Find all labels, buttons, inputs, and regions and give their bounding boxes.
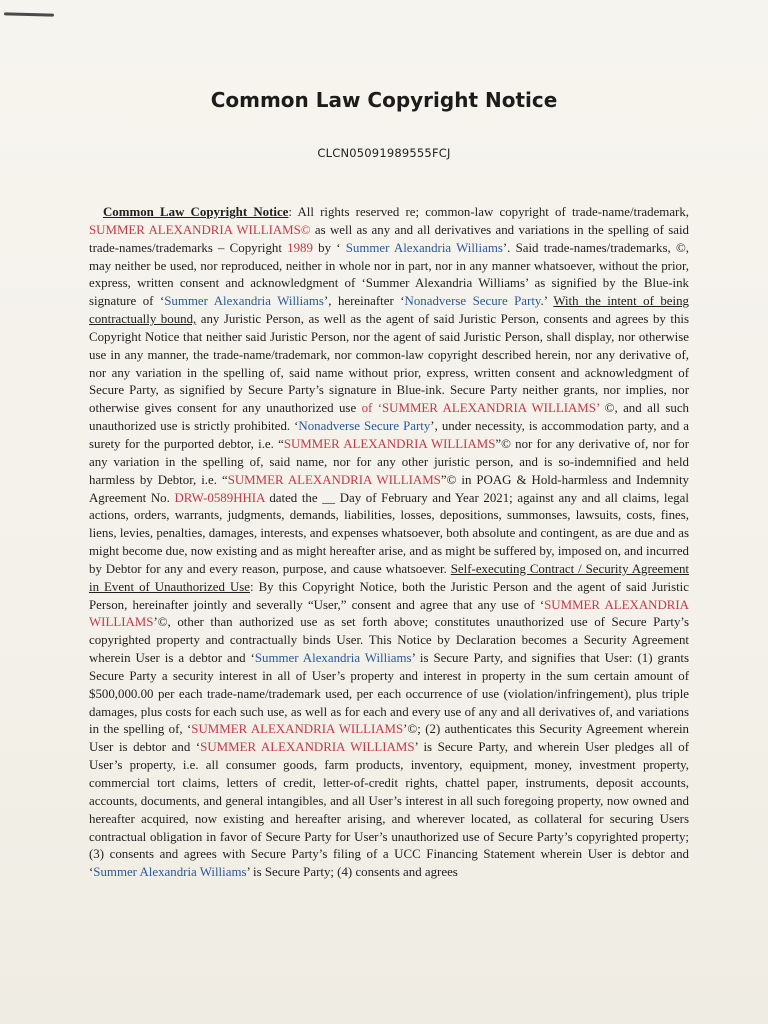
text-segment: ’ is Secure Party, and signifies that User: (1) grants Secure Party a security interest in all of User’s property and interest in property in the sum certain amount of $500,000.00 per each trade-name/trademark used, per each occurrence of use (violation/infringement), plus triple damages, plus costs for each such use, as well as for each and every use of any and all derivatives of, and variations in the spelling of, ‘ [89,651,689,737]
text-segment: .’ [540,294,554,309]
text-segment: 1989 [287,240,313,255]
text-segment: as well as any and all derivatives and variations in the spelling of said trade-names/trademarks – Copyright [89,222,689,255]
text-segment: SUMMER ALEXANDRIA WILLIAMS© [89,222,311,237]
text-segment: ©, and all such unauthorized use is strictly prohibited. ‘ [89,401,689,434]
notice-body [89,204,689,882]
text-segment: ”© nor for any derivative of, nor for any variation in the spelling of, said name, nor for any other juristic person, and is so-indemnified and held harmless by Debtor, i.e. “ [89,436,689,487]
text-segment: Summer Alexandria Williams [93,865,247,880]
pen-mark [4,12,54,16]
notice-paragraph [89,204,689,882]
text-segment: SUMMER ALEXANDRIA WILLIAMS [89,597,689,630]
text-segment: ’. Said trade-names/trademarks, ©, may neither be used, nor reproduced, neither in whole nor in part, nor in any manner whatsoever, without the prior, express, written consent and acknowledgment of ‘Summer Alexandria Williams’ as signified by the Blue-ink signature of ‘ [89,240,689,309]
document-id: CLCN05091989555FCJ [317,146,451,160]
text-segment: ’ is Secure Party, and wherein User pledges all of User’s property, i.e. all consumer goods, farm products, inventory, equipment, money, investment property, commercial tort claims, letters of credit, letter-of-credit rights, chattel paper, instruments, deposit accounts, accounts, documents, and general intangibles, and all User’s interest in all such foregoing property, now owned and hereafter acquired, now existing and hereafter arising, and wherever located, as collateral for securing Users contractual obligation in favor of Secure Party for User’s unauthorized use of Secure Party’s copyrighted property; (3) consents and agrees with Secure Party’s filing of a UCC Financing Statement wherein User is debtor and ‘ [89,740,689,880]
text-segment: dated the __ Day of February and Year 2021; against any and all claims, legal actions, orders, warrants, judgments, demands, liabilities, losses, depositions, summonses, lawsuits, costs, fines, liens, levies, penalties, damages, interests, and expenses whatsoever, both absolute and contingent, as are due and as might become due, now existing and as might hereafter arise, and as might be suffered by, imposed on, and incurred by Debtor for any and every reason, purpose, and cause whatsoever. [89,490,689,576]
text-segment: Summer Alexandria Williams [345,240,503,255]
text-segment: SUMMER ALEXANDRIA WILLIAMS [191,722,404,737]
page-title: Common Law Copyright Notice [210,88,558,112]
text-segment: SUMMER ALEXANDRIA WILLIAMS [227,472,441,487]
text-segment: any Juristic Person, as well as the agent of said Juristic Person, consents and agrees by this Copyright Notice that neither said Juristic Person, nor the agent of said Juristic Person, shall display, nor otherwise use in any manner, the trade-name/trademark, nor common-law copyright described herein, nor any derivative of, nor any variation in the spelling of, said name without prior, express, written consent and acknowledgment of Secure Party, as signified by Secure Party’s signature in Blue-ink. Secure Party neither grants, nor implies, nor otherwise gives consent for any unauthorized use [89,312,689,416]
text-segment: Nonadverse Secure Party [298,419,431,434]
text-segment: ’©; (2) authenticates this Security Agreement wherein User is debtor and ‘ [89,722,689,755]
text-segment: ’ is Secure Party; (4) consents and agrees [246,865,458,880]
text-segment: ’©, other than authorized use as set forth above; constitutes unauthorized use of Secure Party’s copyrighted property and contractually binds User. This Notice by Declaration becomes a Security Agreement wherein User is a debtor and ‘ [89,615,689,666]
text-segment: SUMMER ALEXANDRIA WILLIAMS [283,436,496,451]
text-segment: Self-executing Contract / Security Agreement in Event of Unauthorized Use [89,561,689,594]
text-segment: SUMMER ALEXANDRIA WILLIAMS [200,740,415,755]
text-segment: With the intent of being contractually bound, [89,294,689,327]
text-segment: ”© in POAG & Hold-harmless and Indemnity Agreement No. [89,472,689,505]
text-segment: : All rights reserved re; common-law copyright of trade-name/trademark, [288,205,689,219]
text-segment: DRW-0589HHIA [174,490,265,505]
text-segment: Summer Alexandria Williams [254,651,412,666]
text-segment: : By this Copyright Notice, both the Juristic Person and the agent of said Juristic Person, hereinafter jointly and severally “User,” consent and agree that any use of ‘ [89,579,689,612]
text-segment: Nonadverse Secure Party [404,294,541,309]
text-segment: of ‘SUMMER ALEXANDRIA WILLIAMS’ [361,401,600,416]
text-segment: Common Law Copyright Notice [103,205,289,219]
text-segment: ’, under necessity, is accommodation party, and a surety for the purported debtor, i.e. “ [89,419,689,451]
text-segment: ’, hereinafter ‘ [323,294,405,309]
text-segment: Summer Alexandria Williams [164,294,324,309]
text-segment: by ‘ [312,240,346,255]
